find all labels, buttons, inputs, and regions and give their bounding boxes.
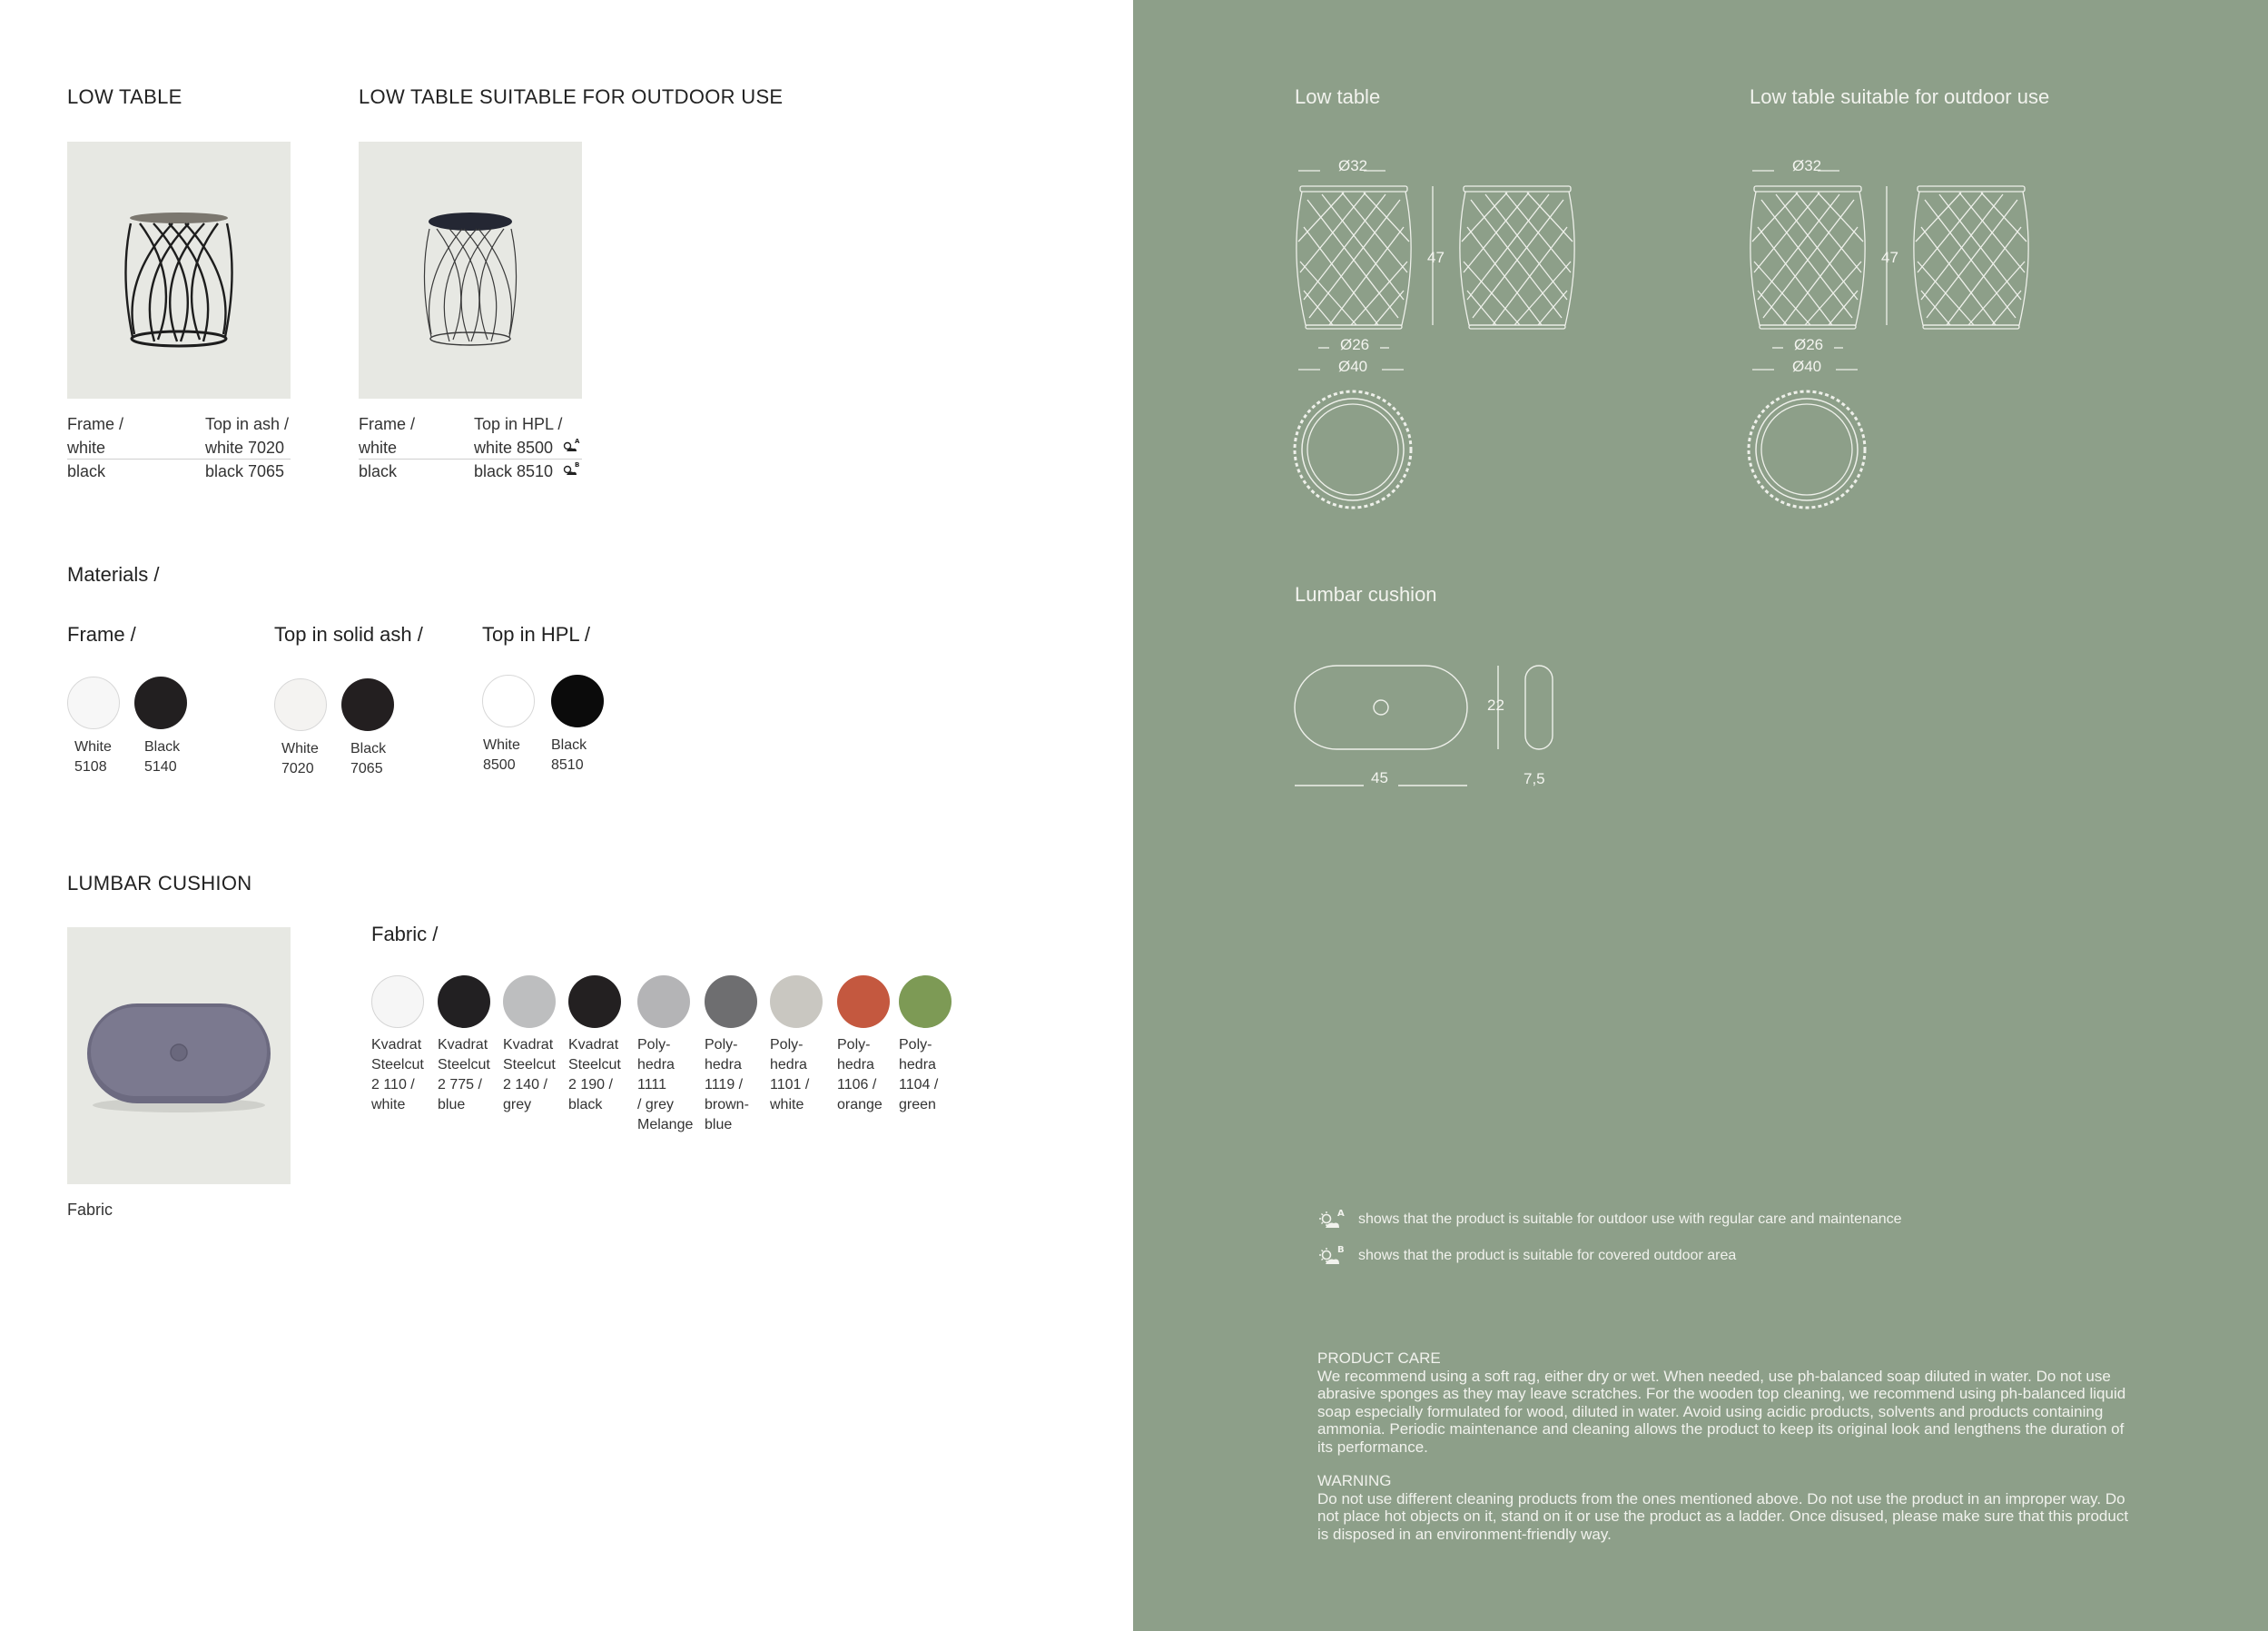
outdoor-table-title: LOW TABLE SUITABLE FOR OUTDOOR USE [359, 85, 784, 108]
fabric-label: 1106 / [837, 1077, 877, 1092]
low-table-title: LOW TABLE [67, 85, 182, 108]
fabric-swatch [438, 975, 490, 1028]
lumbar-cushion-image [67, 927, 291, 1184]
fabric-swatch [371, 975, 424, 1028]
fabric-label: Kvadrat [503, 1037, 554, 1053]
outdoor-table-image [359, 142, 582, 399]
drawing-low-table-title: Low table [1295, 85, 1381, 108]
fabric-label: blue [438, 1097, 466, 1112]
fabric-label: 2 775 / [438, 1077, 482, 1092]
swatch-frame-white [67, 677, 120, 729]
lumbar-title: LUMBAR CUSHION [67, 872, 252, 895]
warning-text: Do not use different cleaning products from the ones mentioned above. Do not use the product in an improper way. Do not place hot objects on it, stand on it or use the product as a ladder. Once disused, please make sure that this product is disposed in an environment-friendly way. [1317, 1489, 2129, 1543]
weather-a-icon [1318, 1208, 1346, 1231]
swatch-hpl-black-code: 8510 [551, 757, 584, 773]
swatch-hpl-black-name: Black [551, 737, 587, 753]
swatch-hpl-white-name: White [483, 737, 520, 753]
fabric-label: 2 110 / [371, 1077, 415, 1092]
fabric-label: Kvadrat [371, 1037, 422, 1053]
fabric-label: 1104 / [899, 1077, 939, 1092]
swatch-frame-white-name: White [74, 739, 112, 755]
low-table-image [67, 142, 291, 399]
legend-b-text: shows that the product is suitable for covered outdoor area [1358, 1248, 1737, 1263]
swatch-ash-white [274, 678, 327, 731]
fabric-swatch [837, 975, 890, 1028]
fabric-label: Steelcut [438, 1057, 490, 1073]
swatch-frame-black-code: 5140 [144, 759, 177, 775]
outdoor-mid-diameter: Ø26 [1794, 336, 1824, 353]
outdoor-b-icon [561, 461, 581, 479]
swatch-ash-white-name: White [281, 741, 319, 756]
low-table-frame-black: black [67, 462, 106, 480]
fabric-label: Steelcut [568, 1057, 621, 1073]
low-table-top-black: black 7065 [205, 462, 285, 480]
fabric-label: Melange [637, 1117, 694, 1132]
fabric-label: 1111 [637, 1077, 667, 1092]
materials-title: Materials / [67, 563, 160, 586]
fabric-label: Kvadrat [568, 1037, 619, 1053]
fabric-label: Poly- [705, 1037, 738, 1053]
weather-b-icon [1318, 1244, 1346, 1268]
swatch-hpl-white-code: 8500 [483, 757, 516, 773]
fabric-label: hedra [770, 1057, 807, 1073]
low-table-frame-white: white [67, 439, 106, 457]
low-table-top-white: white 7020 [205, 439, 285, 457]
cushion-width: 45 [1371, 769, 1388, 786]
fabric-label: 1101 / [770, 1077, 810, 1092]
outdoor-top-white: white 8500 [474, 439, 554, 457]
fabric-label: Steelcut [371, 1057, 424, 1073]
warning [1317, 1472, 2135, 1543]
swatch-hpl-white [482, 675, 535, 727]
fabric-label: grey [503, 1097, 532, 1112]
swatch-ash-black-name: Black [350, 741, 387, 756]
fabric-label: Poly- [770, 1037, 804, 1053]
cushion-height: 22 [1487, 697, 1504, 714]
svg-text:B: B [1337, 1245, 1345, 1255]
fabric-swatch [503, 975, 556, 1028]
fabric-label: black [568, 1097, 603, 1112]
low-table-height: 47 [1427, 249, 1445, 266]
outdoor-a-icon [561, 438, 581, 456]
svg-text:A: A [575, 438, 580, 445]
low-table-base-diameter: Ø40 [1338, 358, 1368, 375]
fabric-label: Poly- [837, 1037, 871, 1053]
product-care [1317, 1349, 2135, 1456]
outdoor-top-diameter: Ø32 [1792, 157, 1822, 174]
low-table-photo [67, 142, 291, 399]
fabric-swatch [637, 975, 690, 1028]
swatch-frame-white-code: 5108 [74, 759, 107, 775]
fabric-label: orange [837, 1097, 883, 1112]
outdoor-base-diameter: Ø40 [1792, 358, 1822, 375]
fabric-label: hedra [705, 1057, 742, 1073]
outdoor-top-black: black 8510 [474, 462, 554, 480]
outdoor-height: 47 [1881, 249, 1898, 266]
low-table-mid-diameter: Ø26 [1340, 336, 1370, 353]
fabric-swatch [568, 975, 621, 1028]
fabric-label: white [371, 1097, 406, 1112]
outdoor-top-header: Top in HPL / [474, 415, 563, 433]
fabric-swatch [899, 975, 952, 1028]
outdoor-table-photo [359, 142, 582, 399]
outdoor-frame-header: Frame / [359, 415, 416, 433]
materials-frame-title: Frame / [67, 623, 136, 646]
svg-text:B: B [575, 461, 580, 469]
left-page [0, 0, 1133, 1631]
swatch-frame-black [134, 677, 187, 729]
materials-ash-title: Top in solid ash / [274, 623, 423, 646]
fabric-swatch [705, 975, 757, 1028]
cushion-depth: 7,5 [1524, 770, 1545, 787]
drawing-cushion-title: Lumbar cushion [1295, 583, 1437, 606]
fabric-label: Poly- [637, 1037, 671, 1053]
fabric-label: white [770, 1097, 804, 1112]
swatch-ash-white-code: 7020 [281, 761, 314, 776]
fabric-label: Kvadrat [438, 1037, 488, 1053]
outdoor-frame-black: black [359, 462, 398, 480]
outdoor-frame-white: white [359, 439, 398, 457]
materials-hpl-title: Top in HPL / [482, 623, 591, 646]
product-care-text: We recommend using a soft rag, either dry or wet. When needed, use ph-balanced soap diluted in water. Do not use abrasive sponges as they may leave scratches. For the wooden top cleaning, we recommend using ph-balanced liquid soap especially formulated for wood, diluted in water. Avoid using acidic products, solvents and products containing ammonia. Periodic maintenance and cleaning allows the product to keep its original look and lengthens the duration of its performance. [1317, 1367, 2126, 1456]
legend-a-text: shows that the product is suitable for outdoor use with regular care and maintenance [1358, 1211, 1902, 1227]
fabric-label: / grey [637, 1097, 675, 1112]
svg-text:A: A [1337, 1209, 1345, 1219]
low-table-frame-header: Frame / [67, 415, 124, 433]
warning-title: WARNING [1317, 1472, 1392, 1489]
fabric-label: green [899, 1097, 936, 1112]
lumbar-photo-caption: Fabric [67, 1201, 113, 1219]
fabric-swatch [770, 975, 823, 1028]
lumbar-photo [67, 927, 291, 1184]
fabric-label: 2 140 / [503, 1077, 547, 1092]
low-table-top-diameter: Ø32 [1338, 157, 1368, 174]
product-care-title: PRODUCT CARE [1317, 1349, 1441, 1367]
fabric-label: Poly- [899, 1037, 932, 1053]
fabric-label: 2 190 / [568, 1077, 613, 1092]
fabric-label: brown- [705, 1097, 749, 1112]
drawing-outdoor-title: Low table suitable for outdoor use [1750, 85, 2050, 108]
swatch-ash-black [341, 678, 394, 731]
fabric-label: hedra [899, 1057, 936, 1073]
fabric-label: hedra [837, 1057, 874, 1073]
fabric-label: blue [705, 1117, 733, 1132]
outdoor-table-drawing-front [1910, 183, 2037, 334]
swatch-hpl-black [551, 675, 604, 727]
swatch-frame-black-name: Black [144, 739, 181, 755]
fabric-title: Fabric / [371, 923, 439, 945]
fabric-label: hedra [637, 1057, 675, 1073]
low-table-top-header: Top in ash / [205, 415, 290, 433]
fabric-label: Steelcut [503, 1057, 556, 1073]
swatch-ash-black-code: 7065 [350, 761, 383, 776]
right-page [1133, 0, 2268, 1631]
low-table-drawing-front [1456, 183, 1583, 334]
fabric-label: 1119 / [705, 1077, 744, 1092]
